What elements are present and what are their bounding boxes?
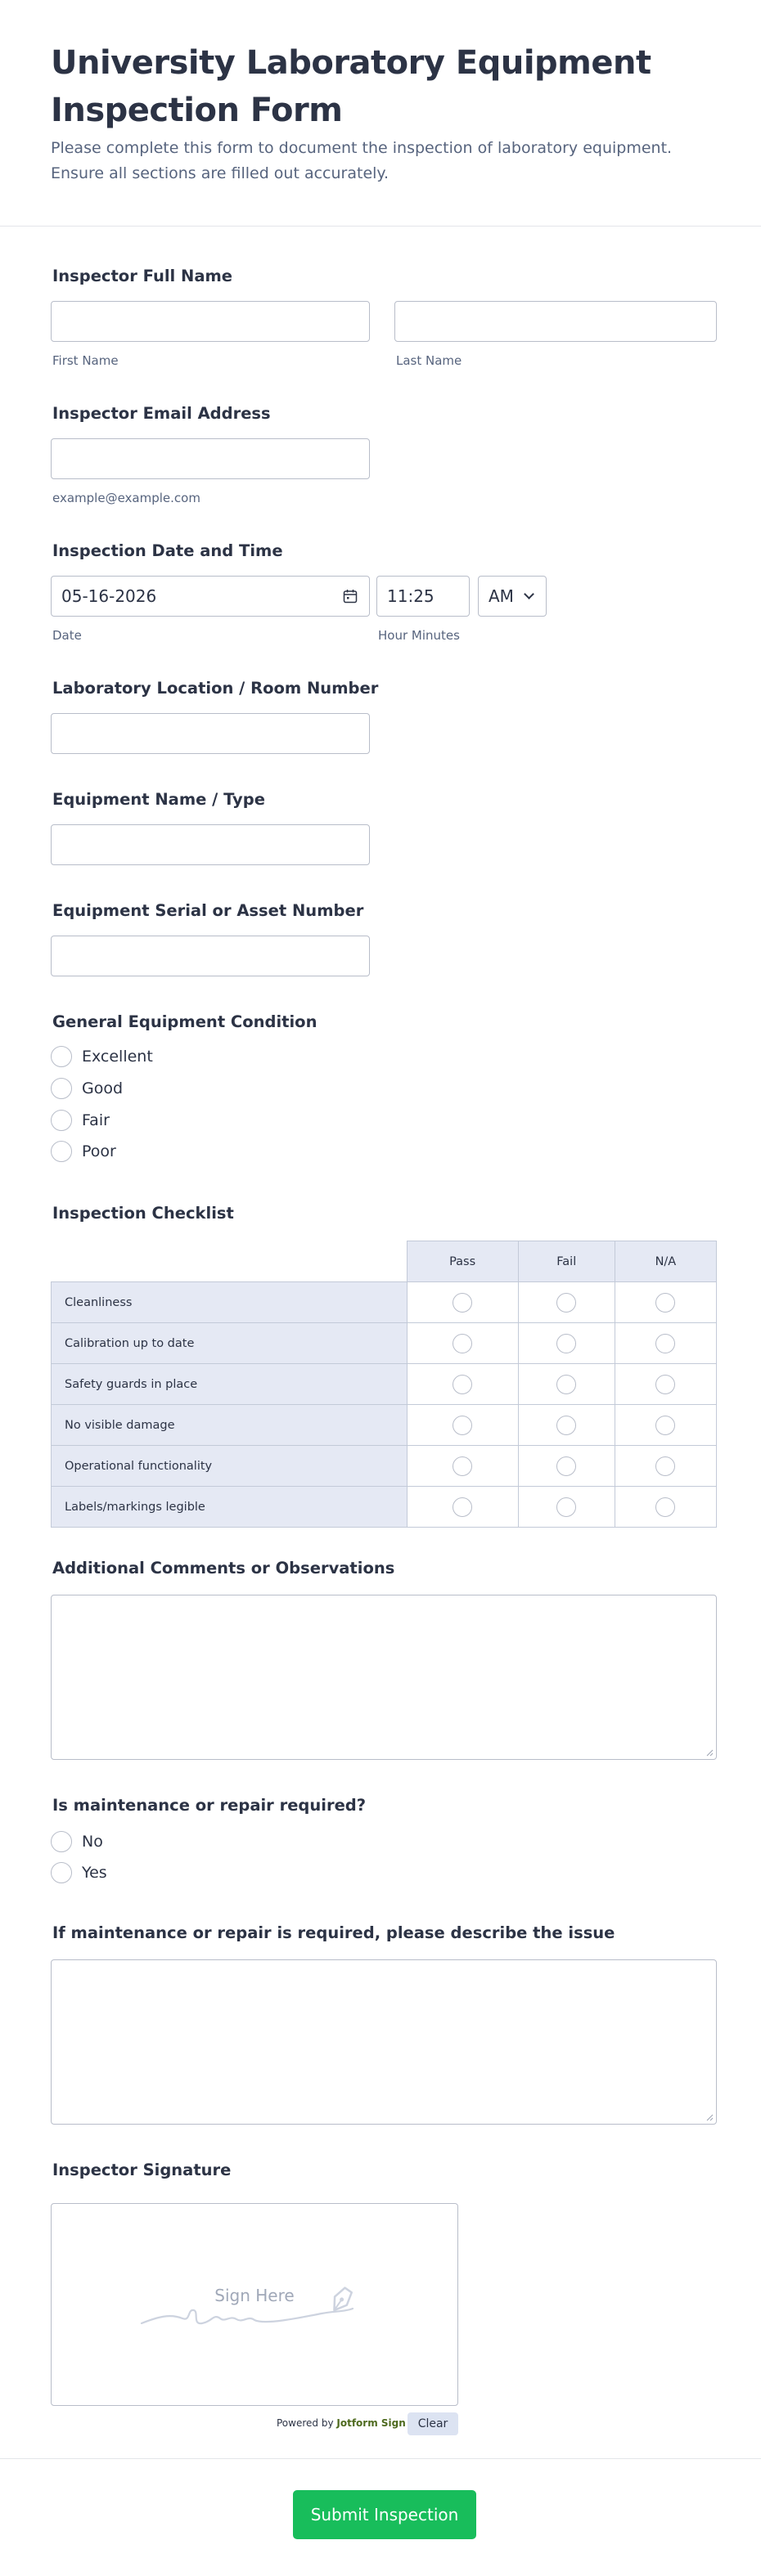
condition-option-excellent[interactable]: Excellent [51,1046,153,1067]
submit-button[interactable]: Submit Inspection [293,2490,476,2539]
footer-divider [0,2458,761,2459]
last-name-input[interactable] [394,301,717,342]
clear-signature-button[interactable]: Clear [408,2412,458,2435]
radio-button[interactable] [453,1497,472,1517]
ampm-select[interactable] [478,576,547,617]
form-title: University Laboratory Equipment Inspection Form [51,44,651,129]
comments-label: Additional Comments or Observations [52,1559,395,1577]
resize-handle-icon[interactable] [705,1748,714,1757]
comments-textarea[interactable] [51,1595,717,1760]
radio-button[interactable] [556,1334,576,1353]
table-row [52,1405,717,1446]
date-input[interactable] [51,576,370,617]
signature-pad[interactable] [51,2203,458,2406]
table-row [52,1282,717,1323]
matrix-row-label: No visible damage [52,1405,408,1446]
condition-option-good[interactable]: Good [51,1078,123,1099]
radio-button[interactable] [453,1334,472,1353]
radio-button[interactable] [51,1141,72,1162]
radio-button[interactable] [51,1046,72,1067]
email-input[interactable] [51,438,370,479]
condition-label: General Equipment Condition [52,1012,317,1031]
equipment-name-input[interactable] [51,824,370,865]
issue-textarea[interactable] [51,1959,717,2125]
email-label: Inspector Email Address [52,404,271,423]
radio-button[interactable] [655,1416,675,1435]
maintenance-label: Is maintenance or repair required? [52,1796,367,1815]
time-value: 11:25 [387,586,435,606]
condition-option-poor[interactable]: Poor [51,1141,116,1162]
checklist-matrix [51,1241,717,1528]
time-input[interactable] [376,576,470,617]
issue-label: If maintenance or repair is required, please describe the issue [52,1923,615,1942]
table-row [52,1323,717,1364]
radio-button[interactable] [655,1497,675,1517]
chevron-down-icon [524,589,534,599]
matrix-row-label: Labels/markings legible [52,1487,408,1528]
jotform-sign-brand: Jotform Sign [336,2417,406,2429]
calendar-icon[interactable] [343,589,358,604]
signature-label: Inspector Signature [52,2161,232,2179]
matrix-row-label: Cleanliness [52,1282,408,1323]
datetime-label: Inspection Date and Time [52,541,283,560]
radio-button[interactable] [655,1334,675,1353]
maintenance-option-no[interactable]: No [51,1831,103,1852]
form-header [51,39,705,186]
resize-handle-icon[interactable] [705,2113,714,2121]
location-input[interactable] [51,713,370,754]
ampm-value: AM [489,586,514,606]
date-value: 05-16-2026 [61,586,157,606]
radio-button[interactable] [556,1293,576,1313]
form-subtitle: Please complete this form to document the inspection of laboratory equipment. Ensure all sections are filled out accurately. [51,139,673,182]
matrix-col-pass: Pass [407,1241,518,1282]
serial-label: Equipment Serial or Asset Number [52,901,364,920]
radio-button[interactable] [453,1375,472,1394]
radio-button[interactable] [556,1416,576,1435]
email-sublabel: example@example.com [52,491,200,505]
header-divider [0,226,761,227]
condition-option-fair[interactable]: Fair [51,1110,110,1131]
first-name-sublabel: First Name [52,353,119,368]
table-row [52,1446,717,1487]
radio-button[interactable] [51,1078,72,1099]
radio-button[interactable] [51,1110,72,1131]
radio-button[interactable] [655,1375,675,1394]
location-label: Laboratory Location / Room Number [52,679,379,698]
matrix-row-label: Operational functionality [52,1446,408,1487]
table-row [52,1487,717,1528]
full-name-label: Inspector Full Name [52,267,233,285]
radio-button[interactable] [453,1293,472,1313]
equipment-name-label: Equipment Name / Type [52,790,265,809]
radio-button[interactable] [453,1456,472,1476]
radio-button[interactable] [453,1416,472,1435]
date-sublabel: Date [52,628,82,643]
radio-button[interactable] [51,1831,72,1852]
serial-input[interactable] [51,936,370,976]
radio-button[interactable] [556,1375,576,1394]
powered-by: Powered by Jotform Sign [277,2417,406,2429]
matrix-corner [52,1241,408,1282]
radio-button[interactable] [556,1456,576,1476]
first-name-input[interactable] [51,301,370,342]
radio-button[interactable] [655,1293,675,1313]
maintenance-option-yes[interactable]: Yes [51,1862,107,1883]
checklist-label: Inspection Checklist [52,1204,234,1223]
matrix-col-na: N/A [615,1241,716,1282]
matrix-row-label: Safety guards in place [52,1364,408,1405]
radio-button[interactable] [655,1456,675,1476]
radio-button[interactable] [556,1497,576,1517]
last-name-sublabel: Last Name [396,353,462,368]
matrix-row-label: Calibration up to date [52,1323,408,1364]
matrix-col-fail: Fail [518,1241,615,1282]
time-sublabel: Hour Minutes [378,628,460,643]
table-row [52,1364,717,1405]
radio-button[interactable] [51,1862,72,1883]
signature-placeholder: Sign Here [214,2286,295,2305]
